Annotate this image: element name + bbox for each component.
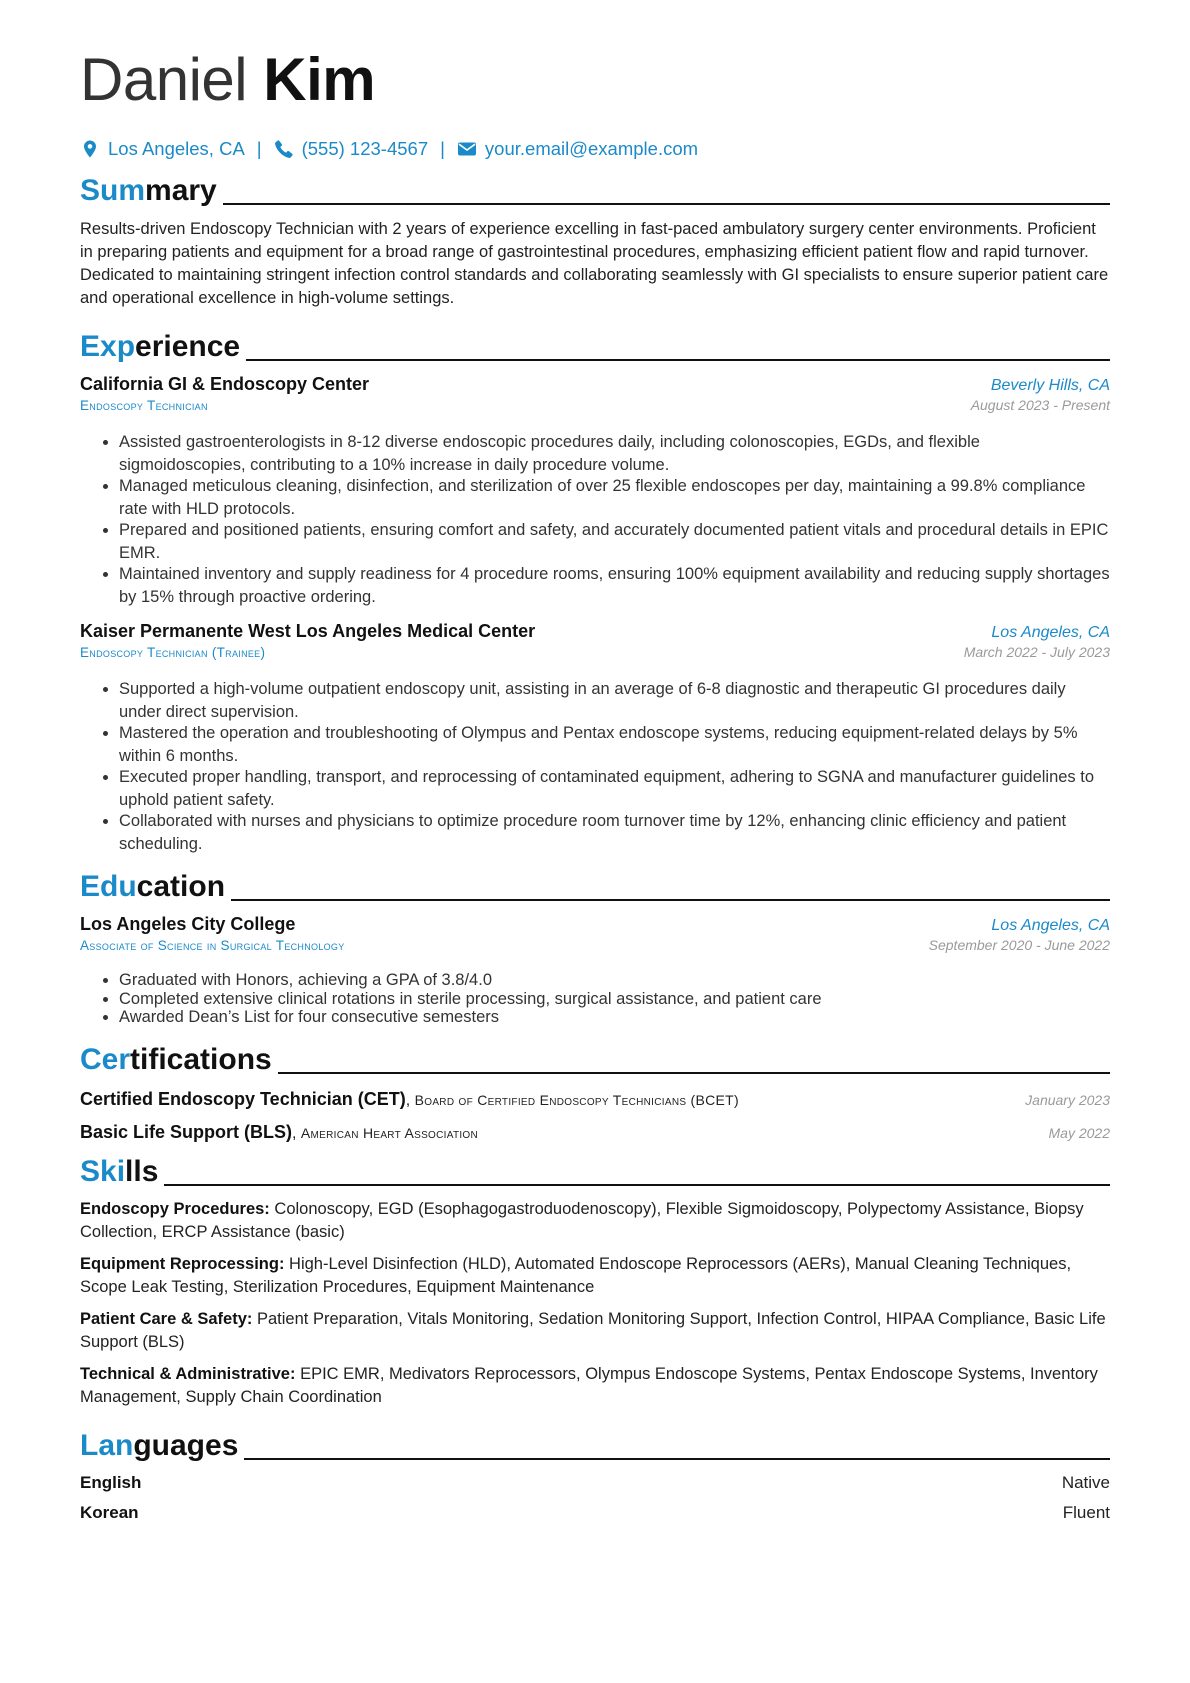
job-bullets: [80, 431, 1110, 608]
language-item: [80, 1503, 1110, 1523]
email-link[interactable]: your.email@example.com: [484, 138, 699, 159]
list-item: • Maintained inventory and supply readiness for 4 procedure rooms, ensuring 100% equipment availability and reducing supply shortages by 15% through proactive ordering.: [119, 563, 1110, 608]
list-item: • Graduated with Honors, achieving a GPA of 3.8/4.0: [119, 971, 1110, 991]
certification-item: Basic Life Support (BLS), American Heart Association May 2022: [80, 1121, 1110, 1142]
language-name: English: [80, 1472, 142, 1492]
section-rule: [244, 1458, 1110, 1460]
skill-group: [80, 1198, 1110, 1244]
job-location: Beverly Hills, CA: [990, 377, 1110, 394]
skill-label: Technical & Administrative:: [80, 1364, 296, 1383]
school-name: Los Angeles City College: [80, 914, 296, 934]
skill-group: [80, 1308, 1110, 1354]
list-item: • Collaborated with nurses and physicians to optimize procedure room turnover time by 12%, enhancing clinic efficiency and patient scheduling.: [119, 810, 1110, 855]
contact-email[interactable]: [457, 138, 698, 160]
school-location: Los Angeles, CA: [991, 917, 1110, 934]
cert-issuer: Board of Certified Endoscopy Technicians (BCET): [414, 1091, 739, 1108]
list-item: • Mastered the operation and troubleshooting of Olympus and Pentax endoscope systems, reducing equipment-related delays by 5% within 6 months.: [119, 722, 1110, 767]
job-title: Endoscopy Technician (Trainee): [80, 645, 266, 660]
summary-text: Results-driven Endoscopy Technician with 2 years of experience excelling in fast-paced ambulatory surgery center environments. Proficient in preparing patients and equipment for a broad range of gastrointestinal procedures, emphasizing efficient patient flow and rapid turnover. Dedicated to maintaining stringent infection control standards and collaborating seamlessly with GI specialists to ensure superior patient care and operational excellence in high-volume settings.: [80, 220, 1109, 307]
section-rule: [164, 1184, 1110, 1186]
language-level: Native: [1061, 1472, 1110, 1492]
skill-group: [80, 1253, 1110, 1299]
list-item: • Awarded Dean’s List for four consecutive semesters: [119, 1008, 1110, 1028]
section-title: Skills: [80, 1154, 159, 1188]
list-item: • Managed meticulous cleaning, disinfection, and sterilization of over 25 flexible endoscopes per day, maintaining a 99.8% compliance rate with HLD protocols.: [119, 475, 1110, 520]
cert-date: January 2023: [1025, 1091, 1110, 1108]
section-title: Certifications: [80, 1042, 272, 1076]
job-dates: March 2022 - July 2023: [963, 644, 1110, 660]
skills-heading: [80, 1147, 1110, 1189]
section-rule: [231, 899, 1110, 901]
education-bullets: [80, 971, 1110, 1028]
section-rule: [223, 203, 1110, 205]
section-title: Summary: [80, 174, 217, 207]
contact-phone[interactable]: [274, 138, 429, 160]
education-heading: [80, 862, 1110, 904]
list-item: • Executed proper handling, transport, and reprocessing of contaminated equipment, adhering to SGNA and manufacturer guidelines to uphold patient safety.: [119, 766, 1110, 811]
section-title: Languages: [80, 1428, 239, 1462]
degree-title: Associate of Science in Surgical Technology: [80, 938, 345, 953]
section-title: Experience: [80, 330, 241, 363]
list-item: • Assisted gastroenterologists in 8-12 diverse endoscopic procedures daily, including colonoscopies, EGDs, and flexible sigmoidoscopies, contributing to a 10% increase in daily procedure volume.: [119, 431, 1110, 476]
skill-label: Patient Care & Safety:: [80, 1309, 253, 1328]
education-entry: [80, 914, 1110, 1028]
language-name: Korean: [80, 1502, 139, 1522]
cert-issuer: American Heart Association: [300, 1124, 479, 1141]
phone-text[interactable]: (555) 123-4567: [301, 138, 429, 159]
skill-list: High-Level Disinfection (HLD), Automated Endoscope Reprocessors (AERs), Manual Cleaning Techniques, Scope Leak Testing, Sterilization Procedures, Equipment Maintenance: [80, 1254, 1072, 1296]
contact-location: [80, 138, 245, 160]
map-pin-icon: [80, 139, 100, 159]
section-title: Education: [80, 870, 226, 903]
education-dates: September 2020 - June 2022: [928, 937, 1110, 953]
envelope-icon: [457, 139, 477, 159]
first-name: Daniel: [80, 46, 248, 113]
certifications-heading: [80, 1035, 1110, 1077]
phone-icon: [274, 139, 294, 159]
job-dates: August 2023 - Present: [970, 397, 1110, 413]
list-item: • Supported a high-volume outpatient endoscopy unit, assisting in an average of 6-8 diagnostic and therapeutic GI procedures daily under direct supervision.: [119, 678, 1110, 723]
last-name: Kim: [263, 46, 376, 113]
summary-heading: [80, 166, 1110, 208]
experience-entry: [80, 621, 1110, 855]
experience-entry: [80, 374, 1110, 608]
resume-header: [80, 0, 1110, 160]
skill-label: Equipment Reprocessing:: [80, 1254, 285, 1273]
list-item: • Completed extensive clinical rotations in sterile processing, surgical assistance, and patient care: [119, 990, 1110, 1010]
language-item: [80, 1473, 1110, 1493]
skill-list: EPIC EMR, Medivators Reprocessors, Olympus Endoscope Systems, Pentax Endoscope Systems, Inventory Management, Supply Chain Coordination: [80, 1364, 1098, 1406]
cert-name: Basic Life Support (BLS): [80, 1121, 293, 1142]
language-level: Fluent: [1062, 1502, 1110, 1522]
certification-item: Certified Endoscopy Technician (CET), Board of Certified Endoscopy Technicians (BCET) January 2023: [80, 1088, 1110, 1109]
employer-name: Kaiser Permanente West Los Angeles Medical Center: [80, 621, 536, 641]
contact-separator: |: [256, 138, 262, 159]
cert-date: May 2022: [1048, 1124, 1110, 1141]
contact-separator: |: [440, 138, 445, 159]
section-rule: [246, 359, 1110, 361]
employer-name: California GI & Endoscopy Center: [80, 374, 370, 394]
languages-heading: [80, 1421, 1110, 1463]
candidate-name: [80, 40, 1110, 120]
location-text: Los Angeles, CA: [108, 138, 245, 159]
experience-heading: [80, 322, 1110, 364]
section-rule: [278, 1072, 1110, 1074]
job-location: Los Angeles, CA: [991, 624, 1110, 641]
contact-bar: [80, 138, 1110, 160]
job-bullets: [80, 678, 1110, 855]
skill-list: Colonoscopy, EGD (Esophagogastroduodenoscopy), Flexible Sigmoidoscopy, Polypectomy Assistance, Biopsy Collection, ERCP Assistance (basic): [80, 1199, 1084, 1241]
job-title: Endoscopy Technician: [80, 398, 208, 413]
list-item: • Prepared and positioned patients, ensuring comfort and safety, and accurately documented patient vitals and procedural details in EPIC EMR.: [119, 519, 1110, 564]
skill-list: Patient Preparation, Vitals Monitoring, Sedation Monitoring Support, Infection Control, HIPAA Compliance, Basic Life Support (BLS): [80, 1309, 1106, 1351]
skill-label: Endoscopy Procedures:: [80, 1199, 270, 1218]
cert-name: Certified Endoscopy Technician (CET): [80, 1088, 406, 1109]
skill-group: [80, 1363, 1110, 1409]
